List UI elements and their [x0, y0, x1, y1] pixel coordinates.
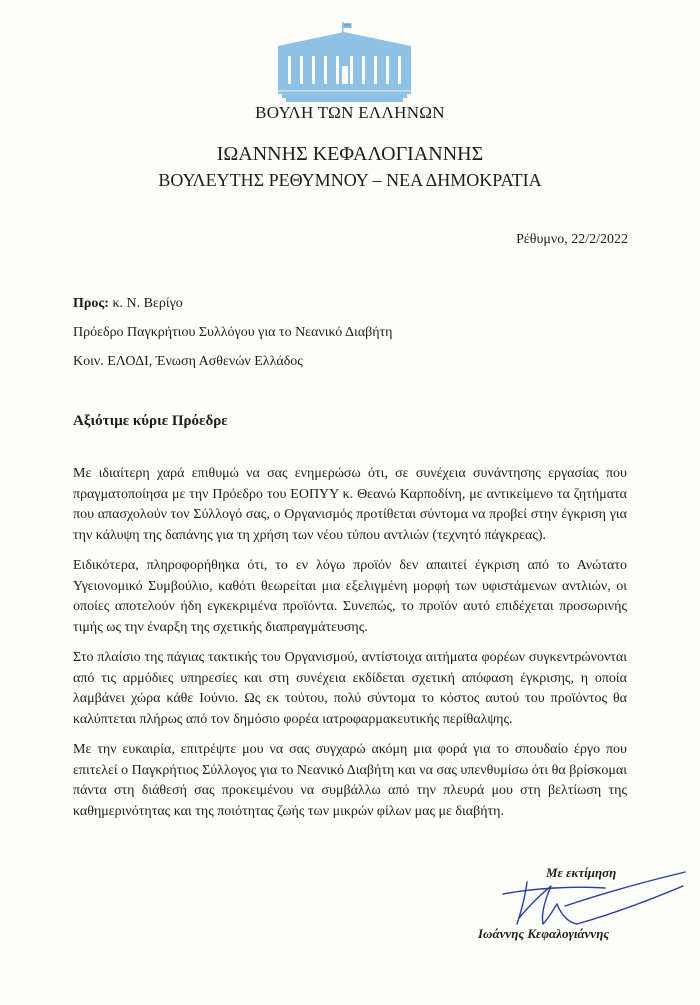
signer-name: Ιωάννης Κεφαλογιάννης [478, 926, 610, 941]
recipient-name: κ. Ν. Βερίγο [108, 296, 183, 311]
paragraph: Με την ευκαιρία, επιτρέψτε μου να σας συγχαρώ ακόμη μια φορά για το σπουδαίο έργο που επιτελεί ο Παγκρήτιος Σύλλογος για το Νεανικό Διαβήτη και να σας υπενθυμίσω ότι θα βρίσκομαι πάντα στη διάθεσή σας προκειμένου να συμβάλλω από την πλευρά μου στη βελτίωση της καθημερινότητας και της ποιότητας ζωής των μικρών φίλων μας με διαβήτη. [73, 742, 627, 819]
letter-date: Ρέθυμνο, 22/2/2022 [516, 232, 628, 247]
letter-body [73, 464, 627, 832]
parliament-logo-icon [278, 22, 411, 102]
paragraph: Με ιδιαίτερη χαρά επιθυμώ να σας ενημερώσω ότι, σε συνέχεια συνάντησης εργασίας που πραγματοποίησα με την Πρόεδρο του ΕΟΠΥΥ κ. Θεανώ Καρποδίνη, με αντικείμενο τα ζητήματα που απασχολούν τον Σύλλογό σας, ο Οργανισμός προτίθεται σύντομα να προβεί στην έγκριση για την κάλυψη της δαπάνης για τη χρήση των νέου τύπου αντλιών (τεχνητό πάγκρεας). [73, 466, 627, 543]
recipient-cc: Κοιν. ΕΛΟΔΙ, Ένωση Ασθενών Ελλάδος [73, 354, 303, 369]
recipient-prefix: Προς: [73, 296, 109, 311]
paragraph: Ειδικότερα, πληροφορήθηκα ότι, το εν λόγω προϊόν δεν απαιτεί έγκριση από το Ανώτατο Υγειονομικό Συμβούλιο, καθότι θεωρείται μια εξελιγμένη μορφή των υφιστάμενων αντλιών, οι οποίες αποτελούν ήδη εγκεκριμένα προϊόντα. Συνεπώς, το προϊόν αυτό επιδέχεται προσωρινής τιμής ως την έναρξη της σχετικής διαπραγμάτευσης. [73, 558, 627, 635]
recipient-title: Πρόεδρο Παγκρήτιου Συλλόγου για το Νεανικό Διαβήτη [73, 325, 393, 340]
paragraph: Στο πλαίσιο της πάγιας τακτικής του Οργανισμού, αντίστοιχα αιτήματα φορέων συγκεντρώνονται από τις αρμόδιες υπηρεσίες και στη συνέχεια εκδίδεται σχετική απόφαση έγκρισης, η οποία λαμβάνει χώρα κάθε Ιούνιο. Ως εκ τούτου, πολύ σύντομα το κόστος αυτού του προϊόντος θα καλύπτεται πλήρως από τον δημόσιο φορέα ιατροφαρμακευτικής περίθαλψης. [73, 650, 627, 727]
closing: Με εκτίμηση [546, 865, 617, 880]
salutation: Αξιότιμε κύριε Πρόεδρε [73, 413, 228, 429]
recipient-line [73, 296, 183, 312]
institution-name: ΒΟΥΛΗ ΤΩΝ ΕΛΛΗΝΩΝ [255, 103, 445, 122]
mp-name: ΙΩΑΝΝΗΣ ΚΕΦΑΛΟΓΙΑΝΝΗΣ [216, 143, 484, 165]
mp-role: ΒΟΥΛΕΥΤΗΣ ΡΕΘΥΜΝΟΥ – ΝΕΑ ΔΗΜΟΚΡΑΤΙΑ [158, 170, 542, 190]
